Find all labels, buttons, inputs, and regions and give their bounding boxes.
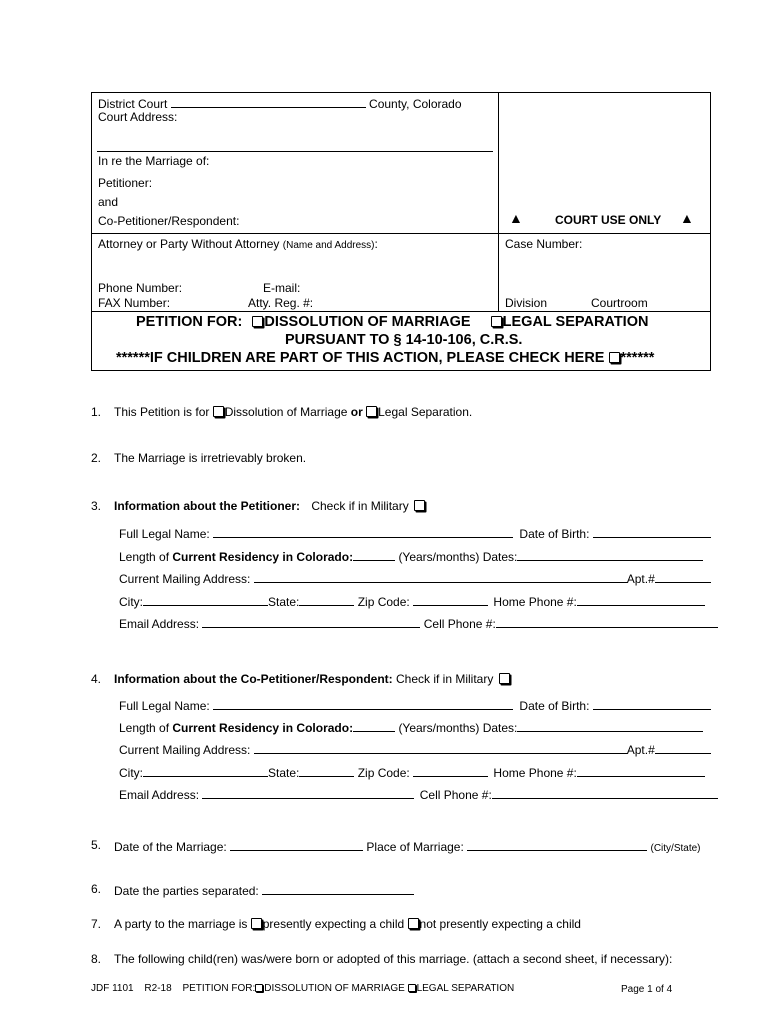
zip-label: Zip Code:	[357, 595, 410, 609]
item-4-number: 4.	[91, 672, 102, 686]
up-arrow-icon: ▲	[680, 210, 694, 226]
petitioner-name-field[interactable]	[213, 525, 513, 538]
dob-label: Date of Birth:	[519, 527, 590, 541]
cell-label: Cell Phone #:	[423, 617, 496, 631]
years-months-label: (Years/months) Dates:	[398, 550, 518, 564]
petitioner-home-phone-field[interactable]	[577, 593, 705, 606]
respondent-dates-field[interactable]	[517, 719, 703, 732]
atty-reg-label: Atty. Reg. #:	[248, 296, 314, 310]
petitioner-cell-field[interactable]	[496, 615, 718, 628]
cell-label: Cell Phone #:	[419, 788, 492, 802]
and-label: and	[98, 195, 119, 209]
dob-label: Date of Birth:	[519, 699, 590, 713]
email-label: E-mail:	[263, 281, 301, 295]
form-revision: R2-18	[144, 983, 172, 994]
zip-label: Zip Code:	[357, 766, 410, 780]
page-number: Page 1 of 4	[621, 984, 673, 995]
respondent-zip-field[interactable]	[413, 764, 488, 777]
footer-petition: PETITION FOR:	[182, 983, 256, 994]
email-label: Email Address:	[119, 788, 200, 802]
footer-separation: LEGAL SEPARATION	[416, 983, 515, 994]
up-arrow-icon: ▲	[509, 210, 523, 226]
item-7-text: A party to the marriage is	[114, 917, 248, 931]
item-2-text: The Marriage is irretrievably broken.	[114, 451, 307, 465]
form-id: JDF 1101	[91, 983, 134, 994]
item-8-number: 8.	[91, 952, 102, 966]
attorney-note: (Name and Address)	[282, 240, 375, 251]
petitioner-residency-row	[119, 548, 703, 564]
home-phone-label: Home Phone #:	[493, 595, 577, 609]
mailing-label: Current Mailing Address:	[119, 572, 251, 586]
court-address-label: Court Address:	[98, 110, 178, 124]
mailing-label: Current Mailing Address:	[119, 743, 251, 757]
footer-dissolution-checkbox	[255, 984, 263, 992]
court-use-only-label: COURT USE ONLY	[555, 213, 662, 227]
petitioner-email-row	[119, 615, 718, 631]
petition-for-heading	[136, 314, 648, 330]
caption-row-line-2	[91, 311, 711, 312]
petitioner-state-field[interactable]	[299, 593, 354, 606]
respondent-mailing-row	[119, 741, 711, 757]
respondent-city-row	[119, 764, 705, 780]
item-1-dissolution: Dissolution of Marriage	[224, 405, 348, 419]
legal-separation-checkbox[interactable]	[366, 406, 377, 417]
item-7	[114, 917, 581, 931]
legal-separation-checkbox-heading[interactable]	[491, 316, 502, 327]
attorney-line	[98, 237, 378, 251]
item-4	[114, 672, 511, 686]
item-6	[114, 882, 414, 898]
children-suffix: ******	[620, 350, 655, 366]
full-legal-name-label: Full Legal Name:	[119, 527, 210, 541]
item-8-text: The following child(ren) was/were born or adopted of this marriage. (attach a second sheet, if necessary):	[114, 952, 673, 966]
expecting-child-label: presently expecting a child	[262, 917, 405, 931]
respondent-email-field[interactable]	[202, 786, 414, 799]
email-label: Email Address:	[119, 617, 200, 631]
residency-prefix: Length of	[119, 550, 170, 564]
respondent-residency-row	[119, 719, 703, 735]
item-4-military-label: Check if in Military	[396, 672, 494, 686]
respondent-email-row	[119, 786, 718, 802]
division-label: Division	[505, 296, 548, 310]
apt-label: Apt.#	[626, 743, 655, 757]
petitioner-city-row	[119, 593, 705, 609]
city-state-note: (City/State)	[650, 843, 701, 854]
courtroom-label: Courtroom	[591, 296, 648, 310]
item-5	[114, 838, 701, 854]
full-legal-name-label: Full Legal Name:	[119, 699, 210, 713]
respondent-state-field[interactable]	[299, 764, 354, 777]
state-label: State:	[268, 595, 300, 609]
district-court-field[interactable]	[171, 95, 366, 108]
legal-separation-label: LEGAL SEPARATION	[502, 314, 649, 330]
not-expecting-child-checkbox[interactable]	[408, 918, 419, 929]
respondent-apt-field[interactable]	[655, 741, 711, 754]
petitioner-city-field[interactable]	[143, 593, 268, 606]
item-3	[114, 499, 426, 513]
respondent-home-phone-field[interactable]	[577, 764, 705, 777]
separation-date-field[interactable]	[262, 882, 414, 895]
item-3-military-label: Check if in Military	[311, 499, 409, 513]
respondent-residency-field[interactable]	[353, 719, 395, 732]
petitioner-dob-field[interactable]	[593, 525, 711, 538]
children-label: ******IF CHILDREN ARE PART OF THIS ACTION, PLEASE CHECK HERE	[116, 350, 605, 366]
dissolution-label: DISSOLUTION OF MARRIAGE	[264, 314, 471, 330]
petitioner-email-field[interactable]	[202, 615, 420, 628]
item-1	[114, 405, 472, 419]
children-checkbox[interactable]	[609, 352, 620, 363]
not-expecting-child-label: not presently expecting a child	[419, 917, 581, 931]
respondent-city-field[interactable]	[143, 764, 268, 777]
item-2-number: 2.	[91, 451, 102, 465]
respondent-name-row	[119, 697, 711, 713]
petition-for-label: PETITION FOR:	[136, 314, 243, 330]
city-label: City:	[119, 766, 143, 780]
respondent-dob-field[interactable]	[593, 697, 711, 710]
district-court-label: District Court	[98, 97, 168, 111]
attorney-colon: :	[374, 237, 378, 251]
petitioner-apt-field[interactable]	[655, 570, 711, 583]
item-1-number: 1.	[91, 405, 102, 419]
petitioner-zip-field[interactable]	[413, 593, 488, 606]
dissolution-checkbox-heading[interactable]	[252, 316, 263, 327]
county-label: County, Colorado	[369, 97, 462, 111]
fax-number-label: FAX Number:	[98, 296, 171, 310]
dissolution-checkbox[interactable]	[213, 406, 224, 417]
attorney-label: Attorney or Party Without Attorney	[98, 237, 280, 251]
petitioner-label: Petitioner:	[98, 176, 153, 190]
footer-dissolution: DISSOLUTION OF MARRIAGE	[264, 983, 405, 994]
marriage-place-label: Place of Marriage:	[366, 840, 464, 854]
state-label: State:	[268, 766, 300, 780]
item-3-title: Information about the Petitioner:	[114, 499, 300, 513]
case-number-label: Case Number:	[505, 237, 583, 251]
item-6-number: 6.	[91, 882, 102, 896]
item-1-text: This Petition is for	[114, 405, 210, 419]
pursuant-heading: PURSUANT TO § 14-10-106, C.R.S.	[285, 332, 523, 348]
caption-row-line-1	[91, 233, 711, 234]
co-petitioner-label: Co-Petitioner/Respondent:	[98, 214, 240, 228]
respondent-mailing-field[interactable]	[254, 741, 627, 754]
petitioner-name-row	[119, 525, 711, 541]
footer-left	[91, 983, 514, 994]
respondent-name-field[interactable]	[213, 697, 513, 710]
marriage-date-field[interactable]	[230, 838, 363, 851]
city-label: City:	[119, 595, 143, 609]
petitioner-mailing-field[interactable]	[254, 570, 627, 583]
phone-number-label: Phone Number:	[98, 281, 183, 295]
expecting-child-checkbox[interactable]	[251, 918, 262, 929]
home-phone-label: Home Phone #:	[493, 766, 577, 780]
residency-label: Current Residency in Colorado:	[172, 721, 354, 735]
item-3-number: 3.	[91, 499, 102, 513]
respondent-cell-field[interactable]	[492, 786, 718, 799]
petitioner-mailing-row	[119, 570, 711, 586]
petitioner-residency-field[interactable]	[353, 548, 395, 561]
children-heading	[116, 350, 654, 366]
district-court-line	[98, 95, 462, 111]
petitioner-dates-field[interactable]	[517, 548, 703, 561]
item-1-or: or	[350, 405, 363, 419]
in-re-label: In re the Marriage of:	[98, 154, 210, 168]
apt-label: Apt.#	[626, 572, 655, 586]
in-re-line	[97, 151, 493, 152]
item-4-title: Information about the Co-Petitioner/Respondent:	[114, 672, 393, 686]
footer-separation-checkbox	[408, 984, 416, 992]
item-1-separation: Legal Separation.	[378, 405, 473, 419]
residency-prefix: Length of	[119, 721, 170, 735]
marriage-place-field[interactable]	[467, 838, 647, 851]
petitioner-military-checkbox[interactable]	[414, 500, 425, 511]
item-7-number: 7.	[91, 917, 102, 931]
item-5-number: 5.	[91, 838, 102, 852]
separation-date-label: Date the parties separated:	[114, 884, 259, 898]
residency-label: Current Residency in Colorado:	[172, 550, 354, 564]
marriage-date-label: Date of the Marriage:	[114, 840, 227, 854]
caption-divider	[498, 92, 499, 312]
years-months-label: (Years/months) Dates:	[398, 721, 518, 735]
respondent-military-checkbox[interactable]	[499, 673, 510, 684]
